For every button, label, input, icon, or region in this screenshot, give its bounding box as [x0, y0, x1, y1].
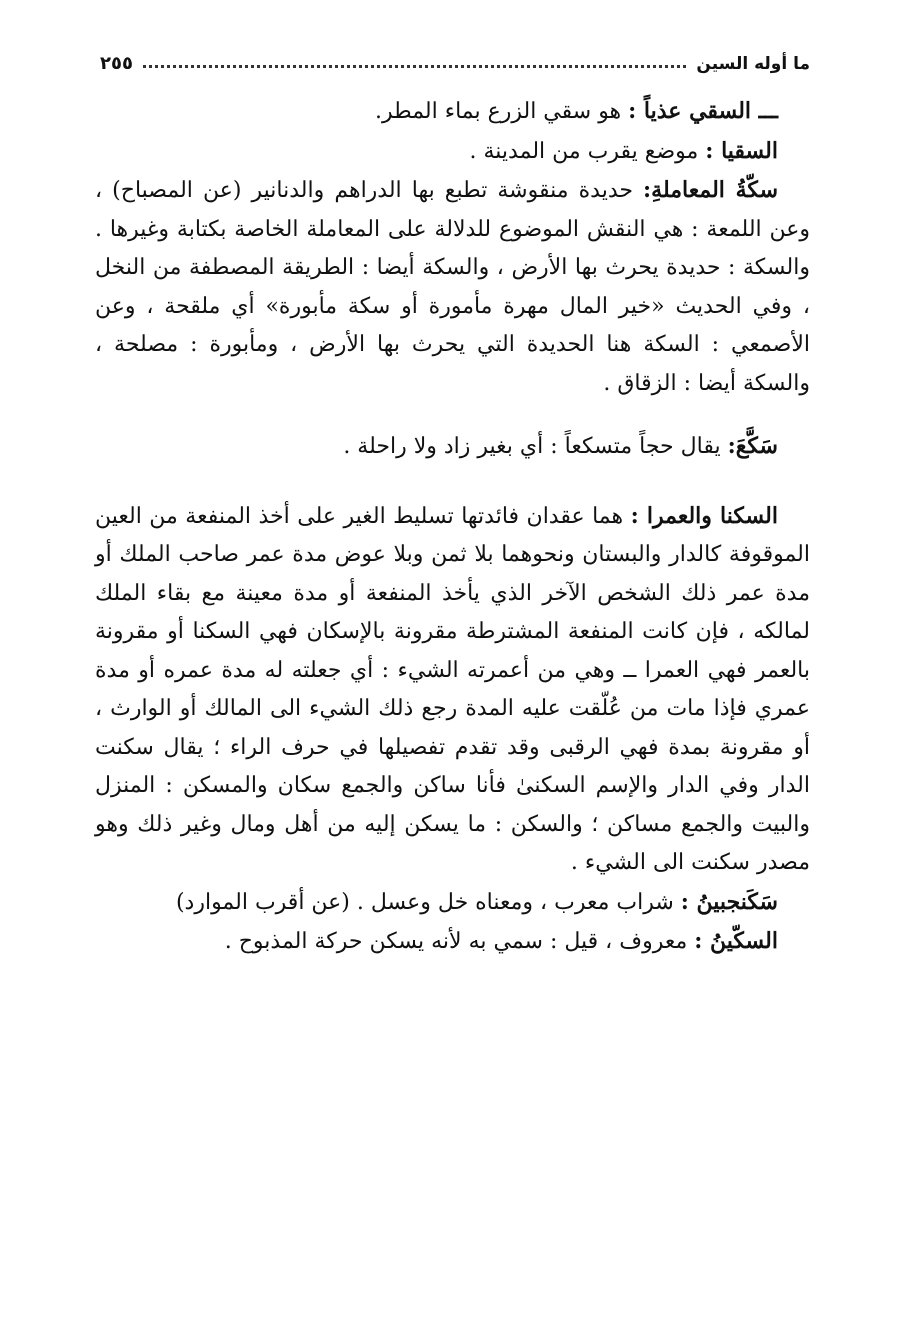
entry-definition: حديدة منقوشة تطبع بها الدراهم والدنانير (عن المصباح) ، وعن اللمعة : هي النقش الموضوع للدلالة على المعاملة الخاصة بكتابة وغيرها . والسكة : حديدة يحرث بها الأرض ، والسكة أيضا : الطريقة المصطفة من النخل ، وفي الحديث «خير المال مهرة مأمورة أو سكة مأبورة» أي ملقحة ، وعن الأصمعي : السكة هنا الحديدة التي يحرث بها الأرض ، ومأبورة : مصلحة ، والسكة أيضا : الزقاق .: [95, 178, 810, 396]
entry-definition: موضع يقرب من المدينة .: [469, 138, 706, 164]
page-header: [100, 34, 810, 74]
entry-term: السكّينُ :: [694, 928, 778, 954]
entry-term: السكنا والعمرا :: [630, 502, 778, 529]
dotted-leader: [143, 65, 686, 68]
entry-sakkaa: [95, 427, 810, 467]
entry-definition: هو سقي الزرع بماء المطر.: [375, 99, 629, 124]
page-number: ٢٥٥: [100, 53, 133, 74]
entry-sukna: [95, 497, 810, 883]
entry-definition: معروف ، قيل : سمي به لأنه يسكن حركة المذبوح .: [224, 929, 695, 954]
entry-term: سكّةُ المعاملةِ:: [643, 177, 779, 203]
entry-definition: هما عقدان فائدتها تسليط الغير على أخذ المنفعة من العين الموقوفة كالدار والبستان ونحوهما بلا ثمن وبلا عوض مدة عمر صاحب الملك أو مدة عمر ذلك الشخص الآخر الذي يأخذ المنفعة أو مدة معينة مع بقاء الملك لمالكه ، فإن كانت المنفعة المشترطة مقرونة بالإسكان فهي السكنا أو مقرونة بالعمر فهي العمرا ــ وهي من أعمرته الشيء : أي جعلته له مدة عمره أو مدة عمري فإذا مات من عُلّقت عليه المدة رجع ذلك الشيء الى المالك أو الوارث ، أو مقرونة بمدة فهي الرقبى وقد تقدم تفصيلها في حرف الراء ؛ يقال سكنت الدار وفي الدار والإسم السكنىٰ فأنا ساكن والجمع سكان والمسكن : المنزل والبيت والجمع مساكن ؛ والسكن : ما يسكن إليه من أهل ومال وغير ذلك وهو مصدر سكنت الى الشيء .: [95, 503, 810, 875]
entry-sikka: [95, 171, 810, 403]
entry-term: السقيا :: [705, 137, 778, 164]
entry-term: سَكَّعَ:: [727, 433, 778, 459]
running-title: ما أوله السين: [696, 54, 810, 74]
entry-sikkin: [95, 922, 810, 962]
entry-sakanjabin: [95, 883, 810, 923]
entry-term: سَكَنجبينُ :: [680, 888, 778, 915]
entry-definition: شراب معرب ، ومعناه خل وعسل . (عن أقرب الموارد): [175, 889, 681, 915]
entry-suqya: [95, 132, 810, 172]
page-body: [95, 92, 810, 962]
entry-term: ـــ السقي عذياً :: [628, 98, 778, 124]
entry-definition: يقال حجاً متسكعاً : أي بغير زاد ولا راحلة .: [343, 434, 728, 459]
entry-saqy: [95, 92, 810, 132]
